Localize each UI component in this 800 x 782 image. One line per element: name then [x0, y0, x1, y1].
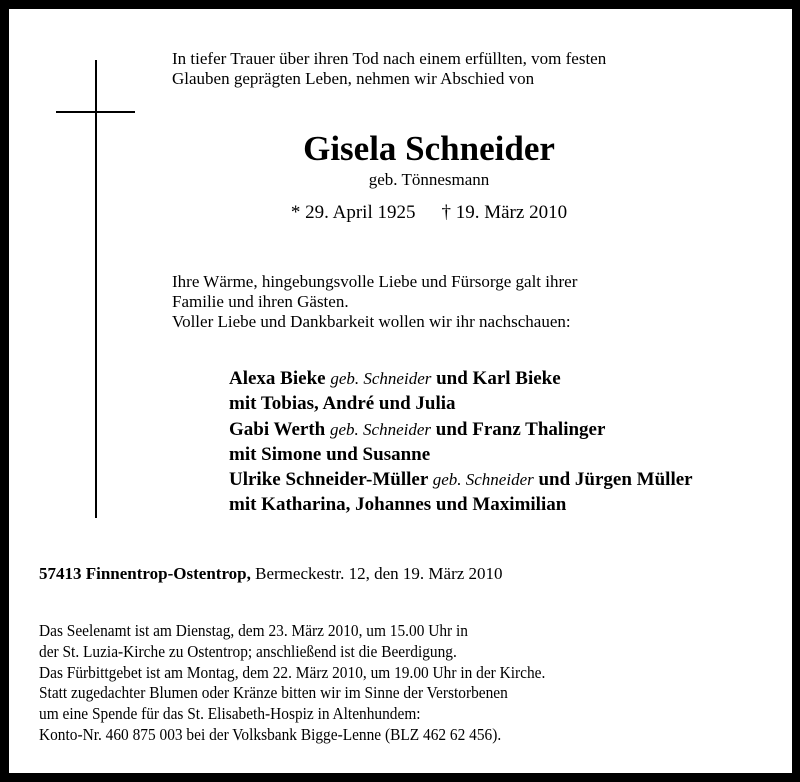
intro-line: Glauben geprägten Leben, nehmen wir Abschied von [172, 69, 535, 88]
tribute-text [172, 272, 577, 332]
tribute-line: Ihre Wärme, hingebungsvolle Liebe und Fürsorge galt ihrer [172, 272, 578, 291]
deceased-name: Gisela Schneider [303, 129, 555, 168]
address-place: 57413 Finnentrop-Ostentrop, [39, 564, 251, 583]
mourner-line: mit Tobias, André und Julia [229, 393, 456, 415]
birth-date: * 29. April 1925 [290, 202, 416, 223]
maiden-name: geb. Tönnesmann [368, 170, 490, 189]
intro-text [172, 49, 606, 89]
service-line: der St. Luzia-Kirche zu Ostentrop; anschließend ist die Beerdigung. [39, 641, 457, 661]
mourner-line: Ulrike Schneider-Müller geb. Schneider und Jürgen Müller [229, 469, 693, 491]
tribute-line: Voller Liebe und Dankbarkeit wollen wir ihr nachschauen: [172, 312, 571, 331]
mourner-line: mit Simone und Susanne [229, 443, 431, 465]
service-line: um eine Spende für das St. Elisabeth-Hospiz in Altenhundem: [39, 704, 421, 724]
obituary-notice [9, 9, 792, 773]
tribute-line: Familie und ihren Gästen. [172, 292, 349, 311]
maiden-note: geb. Schneider [432, 470, 534, 490]
service-line: Das Seelenamt ist am Dienstag, dem 23. März 2010, um 15.00 Uhr in [39, 621, 468, 640]
cross-icon-bar [56, 111, 135, 113]
mourner-line: Alexa Bieke geb. Schneider und Karl Bieke [229, 368, 561, 389]
maiden-note: geb. Schneider [330, 369, 432, 388]
mourner-line: Gabi Werth geb. Schneider und Franz Thalinger [229, 418, 606, 440]
intro-line: In tiefer Trauer über ihren Tod nach einem erfüllten, vom festen [172, 49, 607, 68]
death-date: † 19. März 2010 [441, 202, 568, 223]
service-line: Konto-Nr. 460 875 003 bei der Volksbank Bigge-Lenne (BLZ 462 62 456). [39, 724, 502, 744]
mourner-line: mit Katharina, Johannes und Maximilian [229, 494, 567, 516]
service-info [39, 621, 545, 746]
address-line [39, 563, 503, 585]
life-dates [9, 201, 800, 225]
maiden-note: geb. Schneider [330, 419, 432, 439]
address-detail: Bermeckestr. 12, den 19. März 2010 [255, 564, 503, 583]
service-line: Statt zugedachter Blumen oder Kränze bitten wir im Sinne der Verstorbenen [39, 683, 508, 703]
mourners-list [229, 366, 693, 518]
service-line: Das Fürbittgebet ist am Montag, dem 22. März 2010, um 19.00 Uhr in der Kirche. [39, 662, 546, 682]
